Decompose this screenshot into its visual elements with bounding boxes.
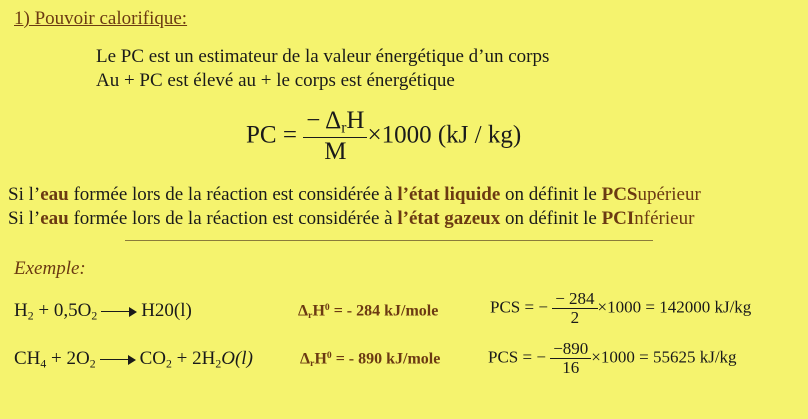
product: + 2H xyxy=(171,348,216,369)
subscript: 2 xyxy=(89,357,96,371)
product: O(l) xyxy=(221,348,253,369)
reaction-1-enthalpy xyxy=(298,302,438,321)
reaction-2-pcs xyxy=(488,340,737,378)
superscript: 0 xyxy=(324,302,330,313)
pcs-numerator: − 284 xyxy=(552,290,597,309)
pcs-denominator: 16 xyxy=(562,357,580,377)
pcs-numerator: −890 xyxy=(550,340,591,359)
section-title: 1) Pouvoir calorifique: xyxy=(14,8,188,29)
pcs-lhs: PCS = − xyxy=(490,297,548,317)
example-label: Exemple: xyxy=(14,258,86,279)
pc-formula-numerator xyxy=(303,108,367,138)
pcs-denominator: 2 xyxy=(570,307,580,327)
def-bold-state: l’état gazeux xyxy=(397,208,501,229)
def-text: Si l’ xyxy=(8,208,41,229)
subscript: r xyxy=(310,358,315,370)
def-text: upérieur xyxy=(637,184,701,205)
subscript: 2 xyxy=(27,309,34,323)
num-sub: r xyxy=(341,119,347,137)
enthalpy-value: = - 890 kJ/mole xyxy=(331,350,441,368)
pc-formula-denominator: M xyxy=(324,137,347,165)
pcs-fraction xyxy=(552,290,597,328)
def-text: formée lors de la réaction est considérée à xyxy=(68,208,398,229)
subscript: 2 xyxy=(91,309,98,323)
intro-line-1: Le PC est un estimateur de la valeur énergétique d’un corps xyxy=(96,46,550,67)
subscript: r xyxy=(308,310,313,322)
reaction-2-equation xyxy=(14,348,253,371)
reaction-arrow-icon xyxy=(100,355,136,365)
num-prefix: − Δ xyxy=(306,107,342,134)
product: CO xyxy=(139,348,167,369)
divider-line xyxy=(125,240,653,241)
subscript: 2 xyxy=(215,357,222,371)
reaction-1-pcs xyxy=(490,290,751,328)
pc-formula xyxy=(246,108,521,165)
def-text: on définit le xyxy=(500,208,602,229)
delta-symbol: Δ xyxy=(300,350,311,368)
definition-pci xyxy=(8,208,694,230)
pc-formula-fraction xyxy=(303,108,367,165)
def-bold-eau: eau xyxy=(40,184,69,205)
def-text: Si l’ xyxy=(8,184,41,205)
def-bold-abbrev: PCS xyxy=(601,184,638,205)
num-suffix: H xyxy=(346,107,365,134)
superscript: 0 xyxy=(326,350,332,361)
def-text: on définit le xyxy=(500,184,602,205)
reactant: + 0,5O xyxy=(33,300,92,321)
intro-line-2: Au + PC est élevé au + le corps est énergétique xyxy=(96,70,455,91)
pcs-rhs: ×1000 = 55625 kJ/kg xyxy=(591,347,737,367)
pcs-rhs: ×1000 = 142000 kJ/kg xyxy=(597,297,752,317)
def-bold-abbrev: PCI xyxy=(601,208,635,229)
enthalpy-symbol: H xyxy=(312,302,325,320)
reactant: H xyxy=(14,300,28,321)
pcs-lhs: PCS = − xyxy=(488,347,546,367)
delta-symbol: Δ xyxy=(298,302,309,320)
reactant: CH xyxy=(14,348,41,369)
def-text: formée lors de la réaction est considérée à xyxy=(68,184,398,205)
subscript: 4 xyxy=(40,357,47,371)
reactant: + 2O xyxy=(46,348,90,369)
pcs-fraction xyxy=(550,340,591,378)
definition-pcs xyxy=(8,184,701,206)
def-bold-state: l’état liquide xyxy=(397,184,501,205)
reaction-2-enthalpy xyxy=(300,350,440,369)
product: H20(l) xyxy=(141,300,192,321)
reaction-1-equation xyxy=(14,300,192,323)
def-bold-eau: eau xyxy=(40,208,69,229)
enthalpy-value: = - 284 kJ/mole xyxy=(329,302,439,320)
pc-formula-rhs: ×1000 (kJ / kg) xyxy=(367,121,522,149)
def-text: nférieur xyxy=(634,208,695,229)
reaction-arrow-icon xyxy=(101,307,137,317)
subscript: 2 xyxy=(166,357,172,371)
pc-formula-lhs: PC = xyxy=(246,121,297,149)
enthalpy-symbol: H xyxy=(314,350,327,368)
